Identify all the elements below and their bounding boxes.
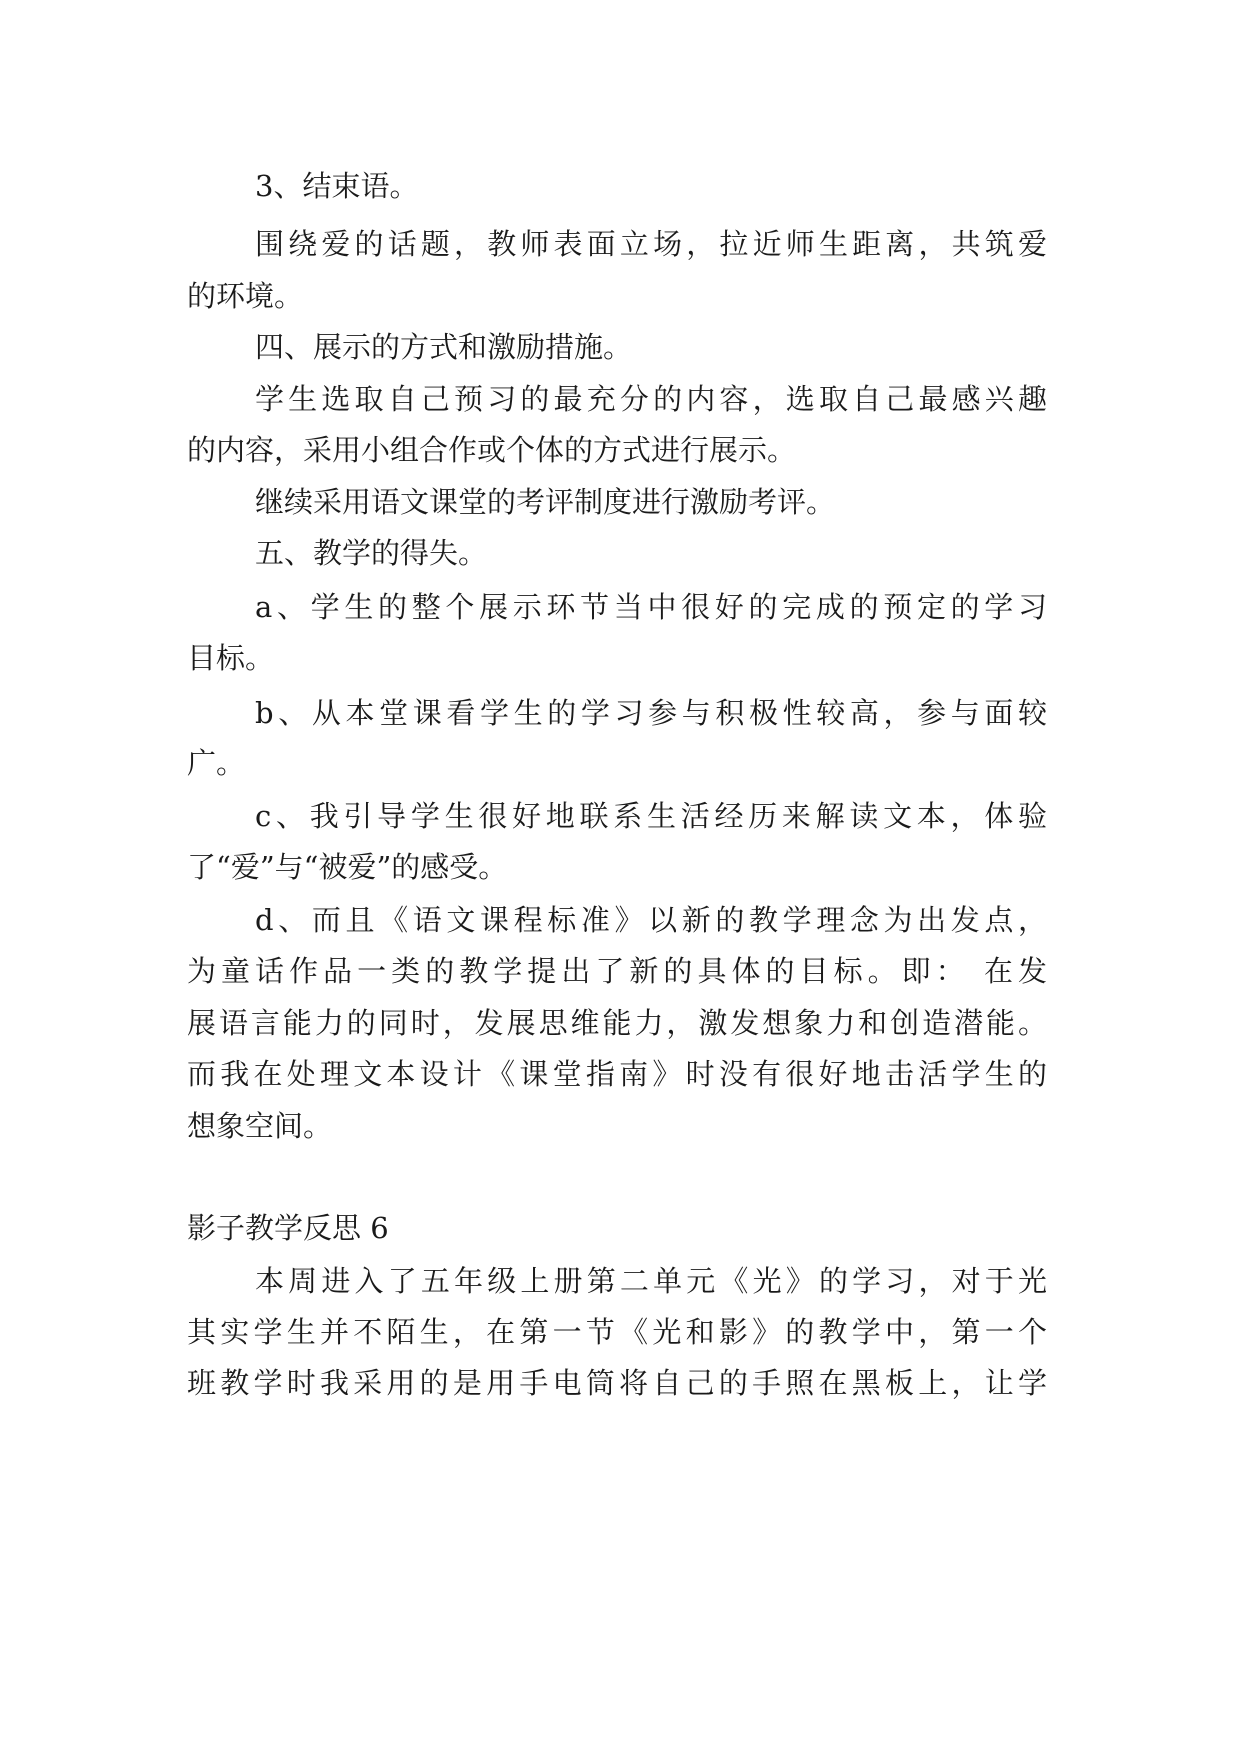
text-line: a、学生的整个展示环节当中很好的完成的预定的学习 [255,590,1047,624]
text-line: 3、结束语。 [255,169,419,203]
text-line: 目标。 [187,641,275,675]
text-line: 继续采用语文课堂的考评制度进行激励考评。 [255,485,836,519]
text-line: 其实学生并不陌生，在第一节《光和影》的教学中，第一个 [187,1315,1047,1349]
text-line: 了“爱”与“被爱”的感受。 [187,850,508,884]
text-line: 五、教学的得失。 [255,536,488,570]
section-heading: 影子教学反思 6 [187,1211,389,1245]
text-line: 广。 [187,746,246,780]
text-line: 四、展示的方式和激励措施。 [255,330,633,364]
text-line: 班教学时我采用的是用手电筒将自己的手照在黑板上，让学 [187,1366,1047,1400]
text-line: c、我引导学生很好地联系生活经历来解读文本，体验 [255,799,1047,833]
text-line: 围绕爱的话题，教师表面立场，拉近师生距离，共筑爱 [255,227,1047,261]
text-line: 的环境。 [187,279,304,313]
text-line: 为童话作品一类的教学提出了新的具体的目标。即： 在发 [187,954,1047,988]
text-line: b、从本堂课看学生的学习参与积极性较高，参与面较 [255,696,1047,730]
text-line: 展语言能力的同时，发展思维能力，激发想象力和创造潜能。 [187,1006,1047,1040]
text-line: 学生选取自己预习的最充分的内容，选取自己最感兴趣 [255,382,1047,416]
text-line: 而我在处理文本设计《课堂指南》时没有很好地击活学生的 [187,1057,1047,1091]
text-line: d、而且《语文课程标准》以新的教学理念为出发点， [255,903,1047,937]
text-line: 本周进入了五年级上册第二单元《光》的学习，对于光 [255,1264,1047,1298]
text-line: 想象空间。 [187,1109,333,1143]
text-line: 的内容，采用小组合作或个体的方式进行展示。 [187,433,797,467]
